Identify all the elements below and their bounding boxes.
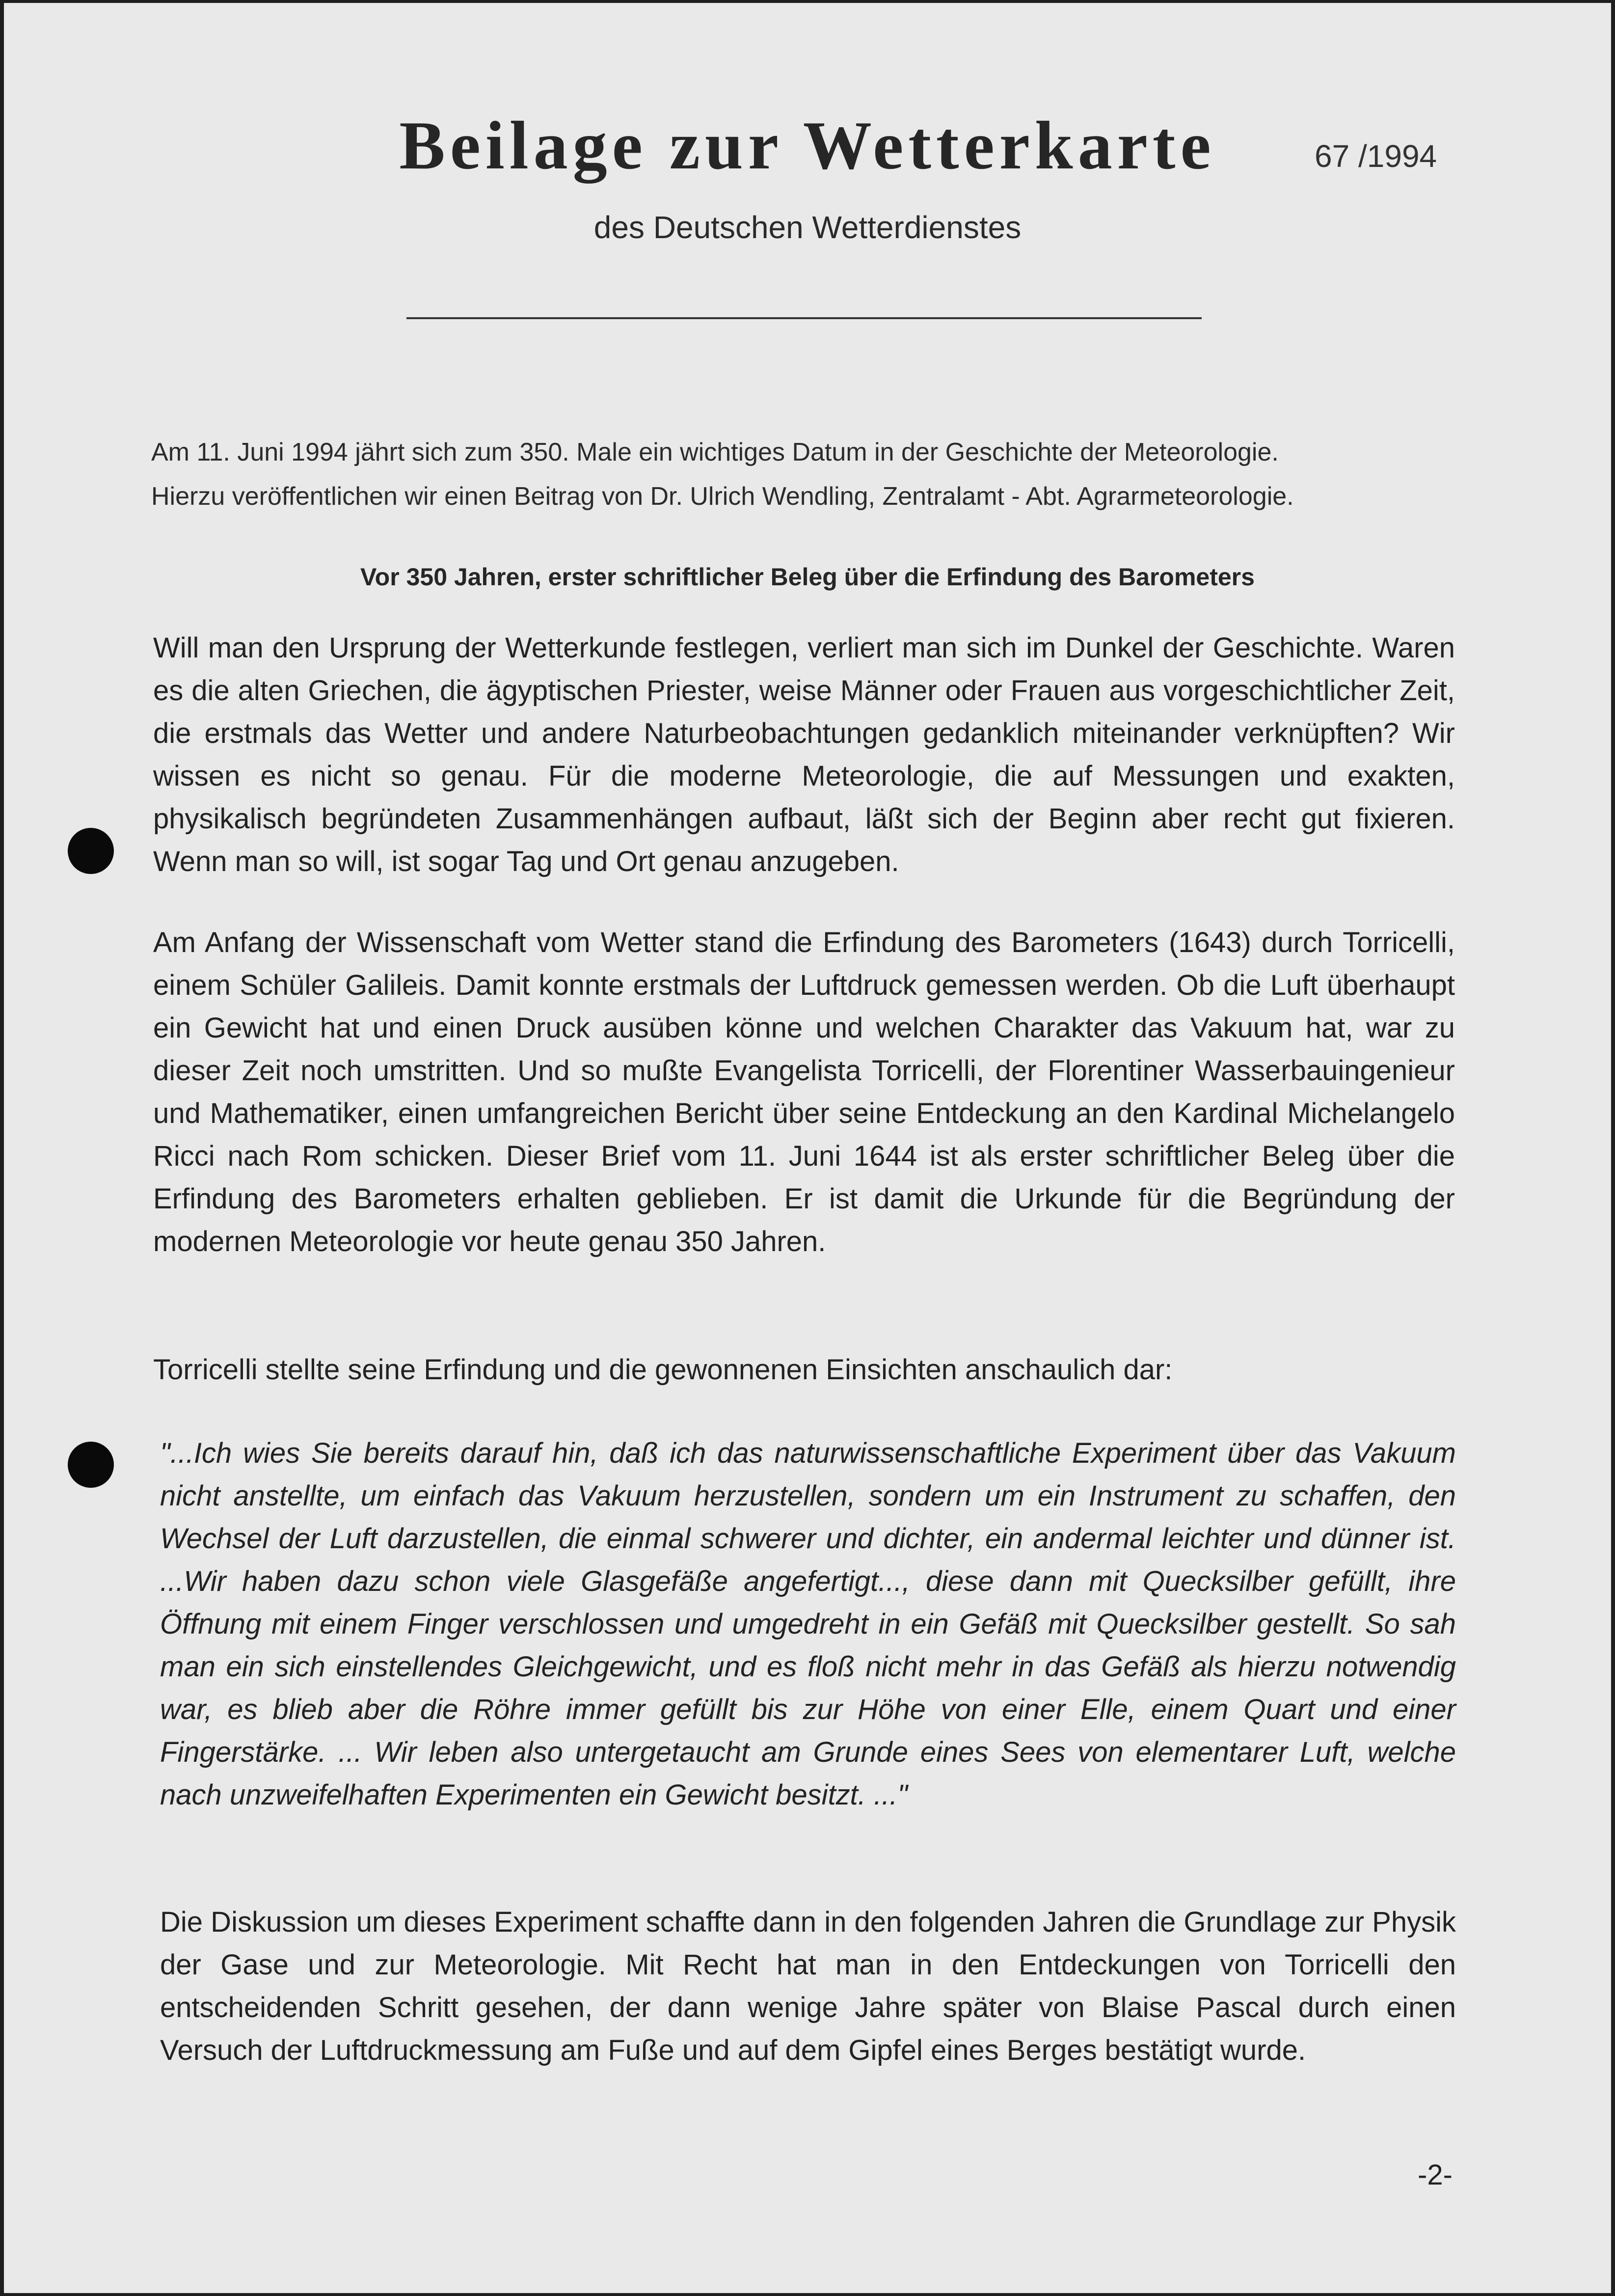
document-subtitle: des Deutschen Wetterdienstes (593, 210, 1022, 245)
article-paragraph: Die Diskussion um dieses Experiment schaffte dann in den folgenden Jahren die Grundlage zur Physik der Gase und zur Meteorologie. Mit Recht hat man in den Entdeckungen von Torricelli den entscheidenden Schritt gesehen, der dann wenige Jahre später von Blaise Pascal durch einen Versuch der Luftdruckmessung am Fuße und auf dem Gipfel eines Berges bestätigt wurde. (160, 1906, 1456, 2066)
issue-number: 67 /1994 (1315, 138, 1437, 174)
article-paragraph: Am Anfang der Wissenschaft vom Wetter stand die Erfindung des Barometers (1643) durch Torricelli, einem Schüler Galileis. Damit konnte erstmals der Luftdruck gemessen werden. Ob die Luft überhaupt ein Gewicht hat und einen Druck ausüben könne und welchen Charakter das Vakuum hat, war zu dieser Zeit noch umstritten. Und so mußte Evangelista Torricelli, der Florentiner Wasserbauingenieur und Mathematiker, einen umfangreichen Bericht über seine Entdeckung an den Kardinal Michelangelo Ricci nach Rom schicken. Dieser Brief vom 11. Juni 1644 ist als erster schriftlicher Beleg über die Erfindung des Barometers erhalten geblieben. Er ist damit die Urkunde für die Begründung der modernen Meteorologie vor heute genau 350 Jahren. (153, 927, 1455, 1257)
page-number: -2- (1418, 2159, 1453, 2191)
punch-hole (68, 1442, 114, 1488)
document-page (4, 3, 1611, 2293)
header-divider (406, 317, 1202, 319)
article-heading: Vor 350 Jahren, erster schriftlicher Beleg über die Erfindung des Barometers (360, 563, 1255, 591)
document-title: Beilage zur Wetterkarte (399, 108, 1216, 184)
intro-line: Hierzu veröffentlichen wir einen Beitrag von Dr. Ulrich Wendling, Zentralamt - Abt. Agrarmeteorologie. (151, 482, 1294, 511)
article-paragraph: Torricelli stellte seine Erfindung und die gewonnenen Einsichten anschaulich dar: (153, 1354, 1173, 1386)
intro-line: Am 11. Juni 1994 jährt sich zum 350. Male ein wichtiges Datum in der Geschichte der Meteorologie. (151, 438, 1279, 466)
torricelli-quote: "...Ich wies Sie bereits darauf hin, daß ich das naturwissenschaftliche Experiment über das Vakuum nicht anstellte, um einfach das Vakuum herzustellen, sondern um ein Instrument zu schaffen, den Wechsel der Luft darzustellen, die einmal schwerer und dichter, ein andermal leichter und dünner ist. ...Wir haben dazu schon viele Glasgefäße angefertigt..., diese dann mit Quecksilber gefüllt, ihre Öffnung mit einem Finger verschlossen und umgedreht in ein Gefäß mit Quecksilber gestellt. So sah man ein sich einstellendes Gleichgewicht, und es floß nicht mehr in das Gefäß als hierzu notwendig war, es blieb aber die Röhre immer gefüllt bis zur Höhe von einer Elle, einem Quart und einer Fingerstärke. ... Wir leben also untergetaucht am Grunde eines Sees von elementarer Luft, welche nach unzweifelhaften Experimenten ein Gewicht besitzt. ..." (160, 1437, 1456, 1811)
intro-note (151, 430, 1467, 519)
punch-hole (68, 828, 114, 874)
article-paragraph: Will man den Ursprung der Wetterkunde festlegen, verliert man sich im Dunkel der Geschichte. Waren es die alten Griechen, die ägyptischen Priester, weise Männer oder Frauen aus vorgeschichtlicher Zeit, die erstmals das Wetter und andere Naturbeobachtungen gedanklich miteinander verknüpften? Wir wissen es nicht so genau. Für die moderne Meteorologie, die auf Messungen und exakten, physikalisch begründeten Zusammenhängen aufbaut, läßt sich der Beginn aber recht gut fixieren. Wenn man so will, ist sogar Tag und Ort genau anzugeben. (153, 632, 1455, 877)
